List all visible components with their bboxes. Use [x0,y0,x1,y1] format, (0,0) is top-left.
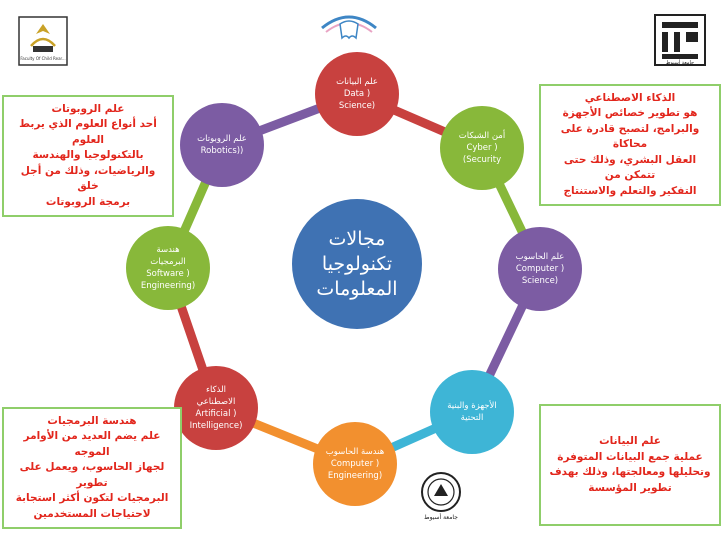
node-software-engineering [126,226,210,310]
node-label: Engineering) [327,471,383,481]
node-label: الأجهزة والبنية [447,401,497,411]
node-label: علم الروبوتات [197,134,247,144]
node-label: Cyber ) [466,143,498,153]
node-robotics [180,103,264,187]
node-label: علم البيانات [336,77,378,87]
box-line: بالتكنولوجيا والهندسة [32,149,144,162]
box-line: لجهاز الحاسوب، ويعمل على تطوير [19,461,165,489]
box-title: علم البيانات [599,435,661,447]
box-line: وتحليلها ومعالجتها، وذلك بهدف [549,466,711,478]
center-title [292,199,422,329]
node-cyber-security [440,106,524,190]
box-title: علم الروبوتات [51,102,125,115]
node-label: التحتية [460,413,484,423]
node-label: Science) [338,101,376,111]
node-label: Data ) [343,89,371,99]
node-label: أمن الشبكات [458,131,506,141]
box-line: التفكير والتعلم والاستنتاج [563,184,697,197]
node-computer-engineering [313,422,397,506]
node-label: الذكاء [205,385,227,395]
node-label: Engineering) [140,281,196,291]
center-title-line-2: تكنولوجيا [321,252,393,275]
box-line: والبرامج، لتصبح قادرة على محاكاة [560,122,700,151]
node-label: Intelligence) [189,421,243,431]
center-title-line-3: المعلومات [316,277,398,300]
ai-definition-box [539,84,721,206]
box-line: أحد أنواع العلوم الذي يربط العلوم [19,118,157,146]
robotics-definition-box [2,95,174,217]
software-definition-box [2,407,182,529]
data-science-definition-box [539,404,721,526]
box-line: لاحتياجات المستخدمين [33,507,151,520]
faculty-logo-label: Faculty Of Child Rear... [20,56,66,61]
node-label: البرمجيات [150,257,186,267]
box-line: برمجة الروبوتات [45,195,131,208]
node-data-science [315,52,399,136]
box-title: هندسة البرمجيات [47,414,137,427]
box-line: البرمجيات لتكون أكثر استجابة [15,492,169,505]
university-logo [654,14,706,66]
box-line: هو تطوير خصائص الأجهزة [562,107,698,120]
node-label: Computer ) [515,264,565,274]
box-line: عملية جمع البيانات المتوفرة [557,450,703,463]
node-label: Robotics)) [200,146,244,156]
center-title-line-1: مجالات [328,227,386,250]
top-center-logo [316,6,382,46]
box-line: علم يضم العديد من الأوامر الموجه [23,430,161,458]
bottom-seal-logo [420,471,462,521]
node-label: الاصطناعي [196,397,236,407]
university-logo-label: جامعة أسيوط [665,60,695,66]
node-label: Science) [521,276,559,286]
node-label: هندسة الحاسوب [325,447,385,457]
box-line: العقل البشري، وذلك حتى تتمكن من [563,153,697,182]
node-infrastructure [430,370,514,454]
box-line: تطوير المؤسسة [588,481,672,494]
box-line: والرياضيات، وذلك من أجل خلق [20,164,156,193]
faculty-logo [18,16,68,66]
box-title: الذكاء الاصطناعي [584,91,676,104]
node-label: (Security [462,155,502,165]
node-computer-science [498,227,582,311]
node-artificial-intelligence [174,366,258,450]
node-label: علم الحاسوب [515,252,565,262]
node-label: Computer ) [330,459,380,469]
bottom-seal-label: جامعة أسيوط [424,514,458,521]
node-label: هندسة [156,245,180,255]
node-label: Software ) [146,269,190,279]
node-label: Artificial ) [195,409,237,419]
